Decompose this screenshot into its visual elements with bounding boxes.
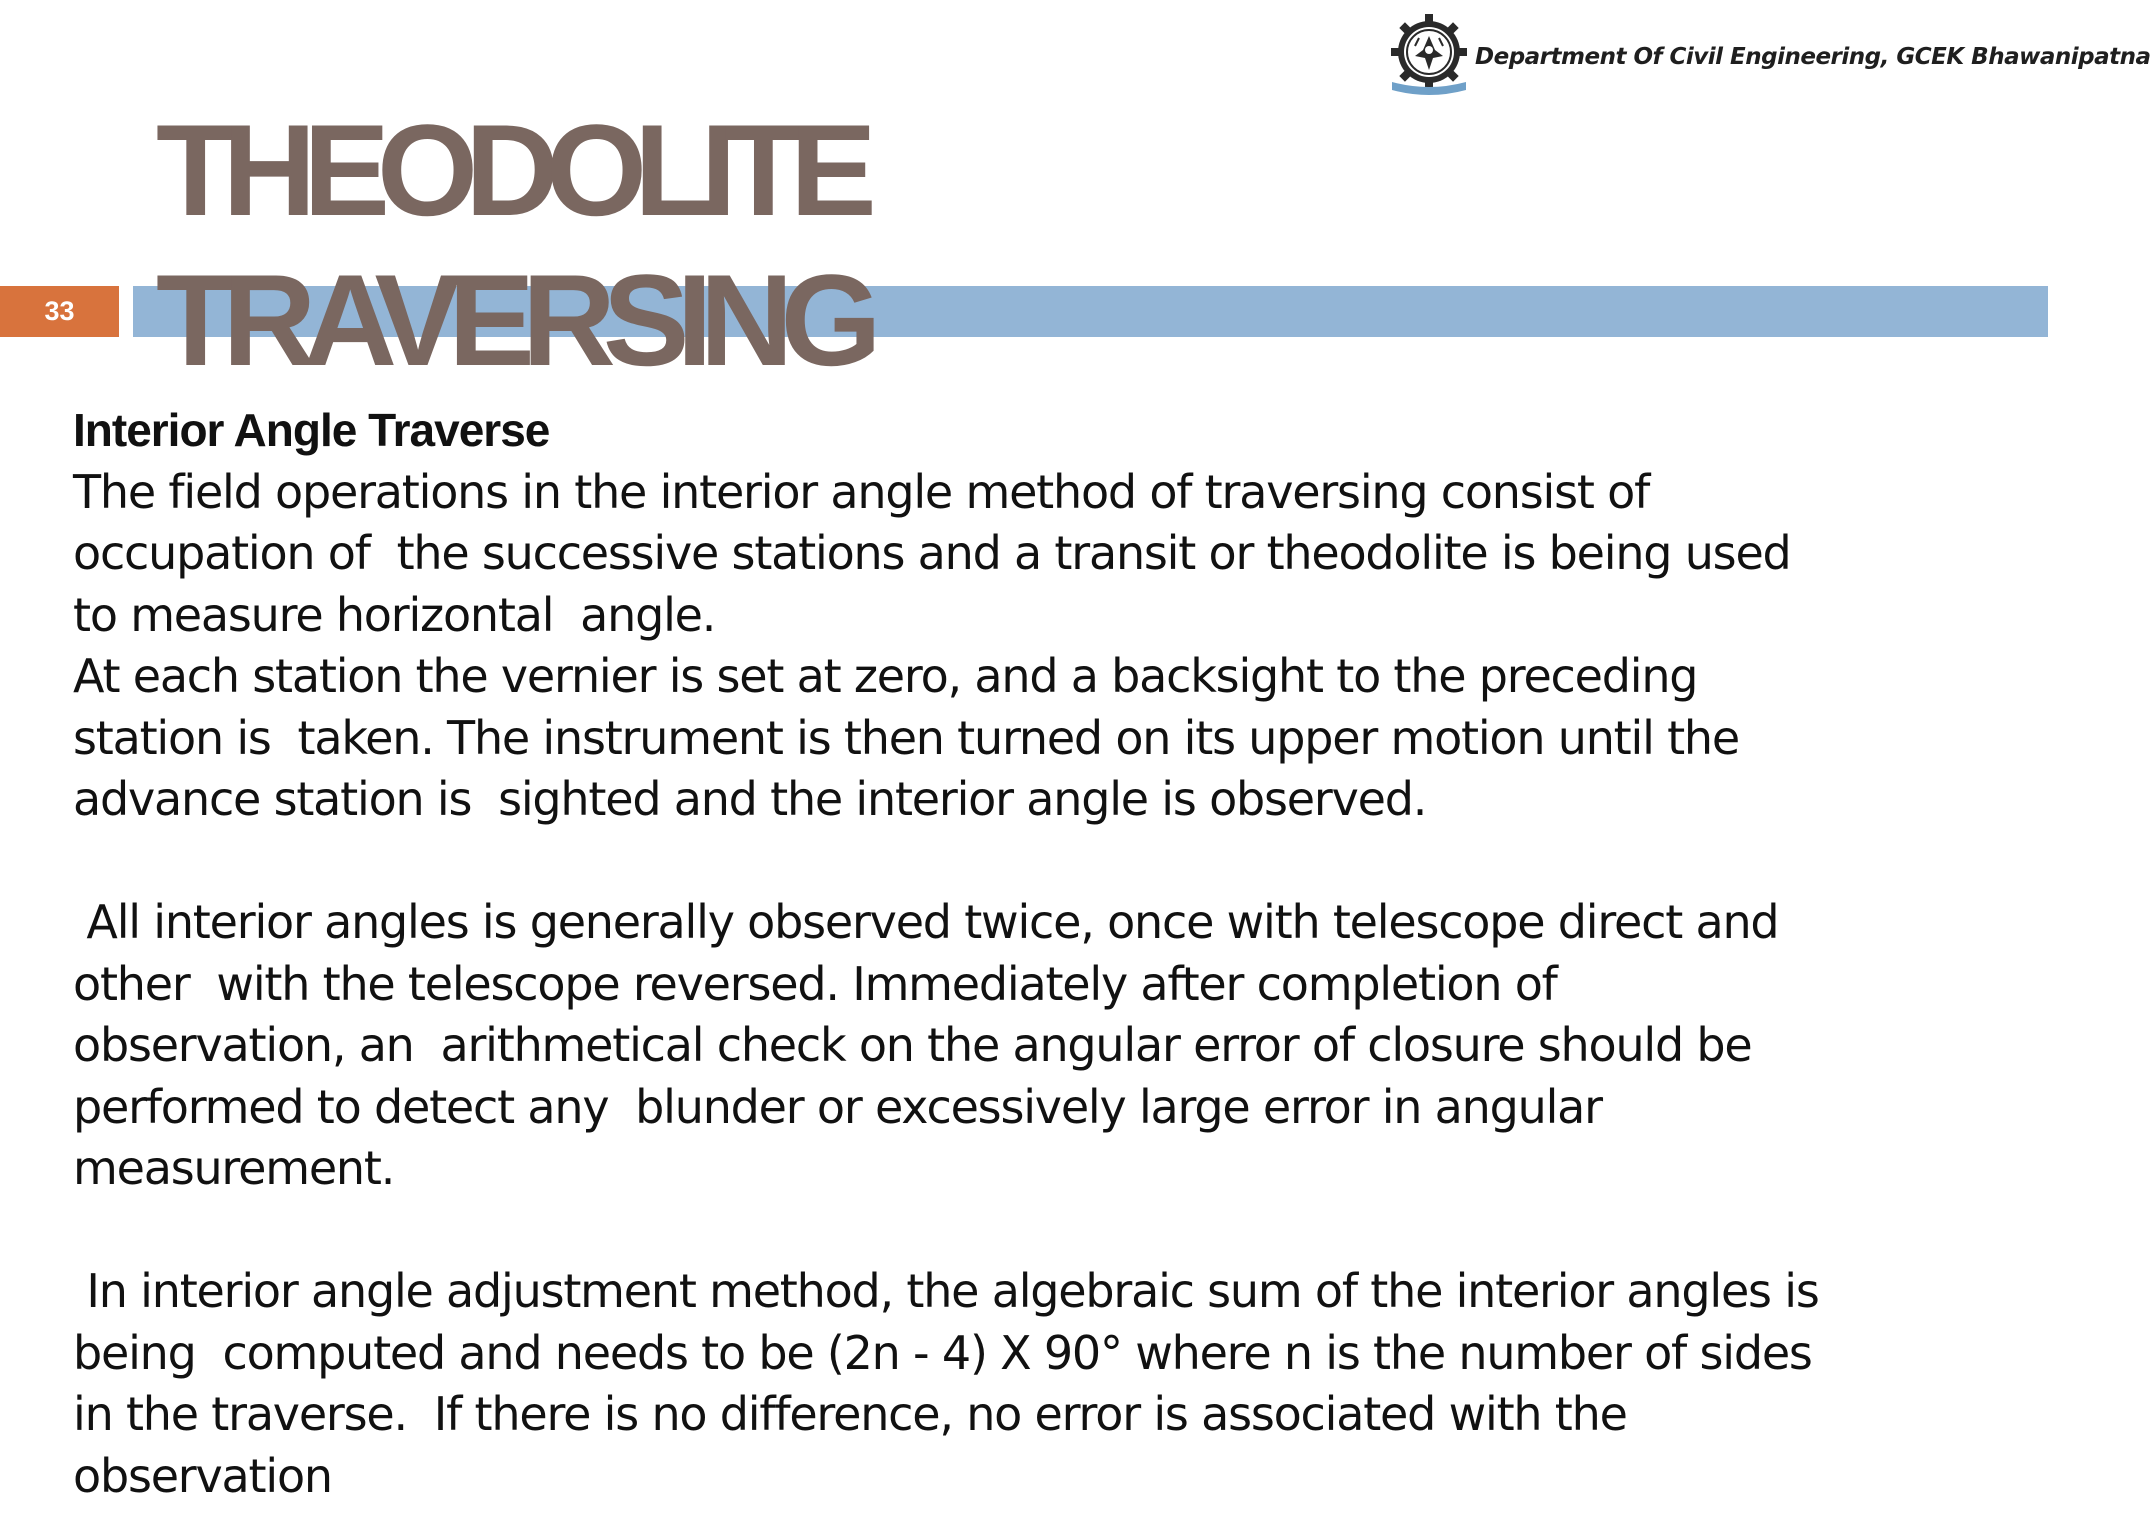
paragraph-1-line: to measure horizontal angle. xyxy=(73,587,716,642)
paragraph-spacer xyxy=(73,1200,1973,1262)
slide-title xyxy=(156,95,869,395)
paragraph-3-line: In interior angle adjustment method, the algebraic sum of the interior angles is xyxy=(73,1264,1819,1318)
paragraph-1-line: At each station the vernier is set at zero, and a backsight to the preceding xyxy=(73,649,1698,703)
paragraph-3-line: observation xyxy=(73,1448,332,1503)
gear-emblem-logo-icon xyxy=(1382,12,1476,98)
paragraph-2-line: other with the telescope reversed. Immediately after completion of xyxy=(73,956,1557,1011)
paragraph-1-line: occupation of the successive stations and a transit or theodolite is being used xyxy=(73,526,1791,580)
paragraph-3-line: in the traverse. If there is no difference, no error is associated with the xyxy=(73,1387,1627,1441)
paragraph-2-line: observation, an arithmetical check on the angular error of closure should be xyxy=(73,1018,1752,1072)
paragraph-1-line: station is taken. The instrument is then turned on its upper motion until the xyxy=(73,710,1739,765)
slide-number: 33 xyxy=(0,286,119,337)
paragraph-2-line: performed to detect any blunder or excessively large error in angular xyxy=(73,1079,1602,1134)
paragraph-2-line: measurement. xyxy=(73,1141,395,1195)
subheading: Interior Angle Traverse xyxy=(73,404,550,456)
paragraph-spacer xyxy=(73,831,1973,893)
paragraph-1-line: The field operations in the interior angle method of traversing consist of xyxy=(73,464,1650,519)
department-name: Department Of Civil Engineering, GCEK Bhawanipatna xyxy=(1475,44,2151,70)
slide-body xyxy=(73,400,1973,1507)
paragraph-1-line: advance station is sighted and the interior angle is observed. xyxy=(73,772,1427,826)
paragraph-3-line: being computed and needs to be (2n - 4) X 90° where n is the number of sides xyxy=(73,1325,1812,1380)
slide-title-line-1: THEODOLITE xyxy=(156,97,864,243)
slide-title-line-2: TRAVERSING xyxy=(156,247,869,393)
paragraph-2-line: All interior angles is generally observed twice, once with telescope direct and xyxy=(73,895,1779,949)
